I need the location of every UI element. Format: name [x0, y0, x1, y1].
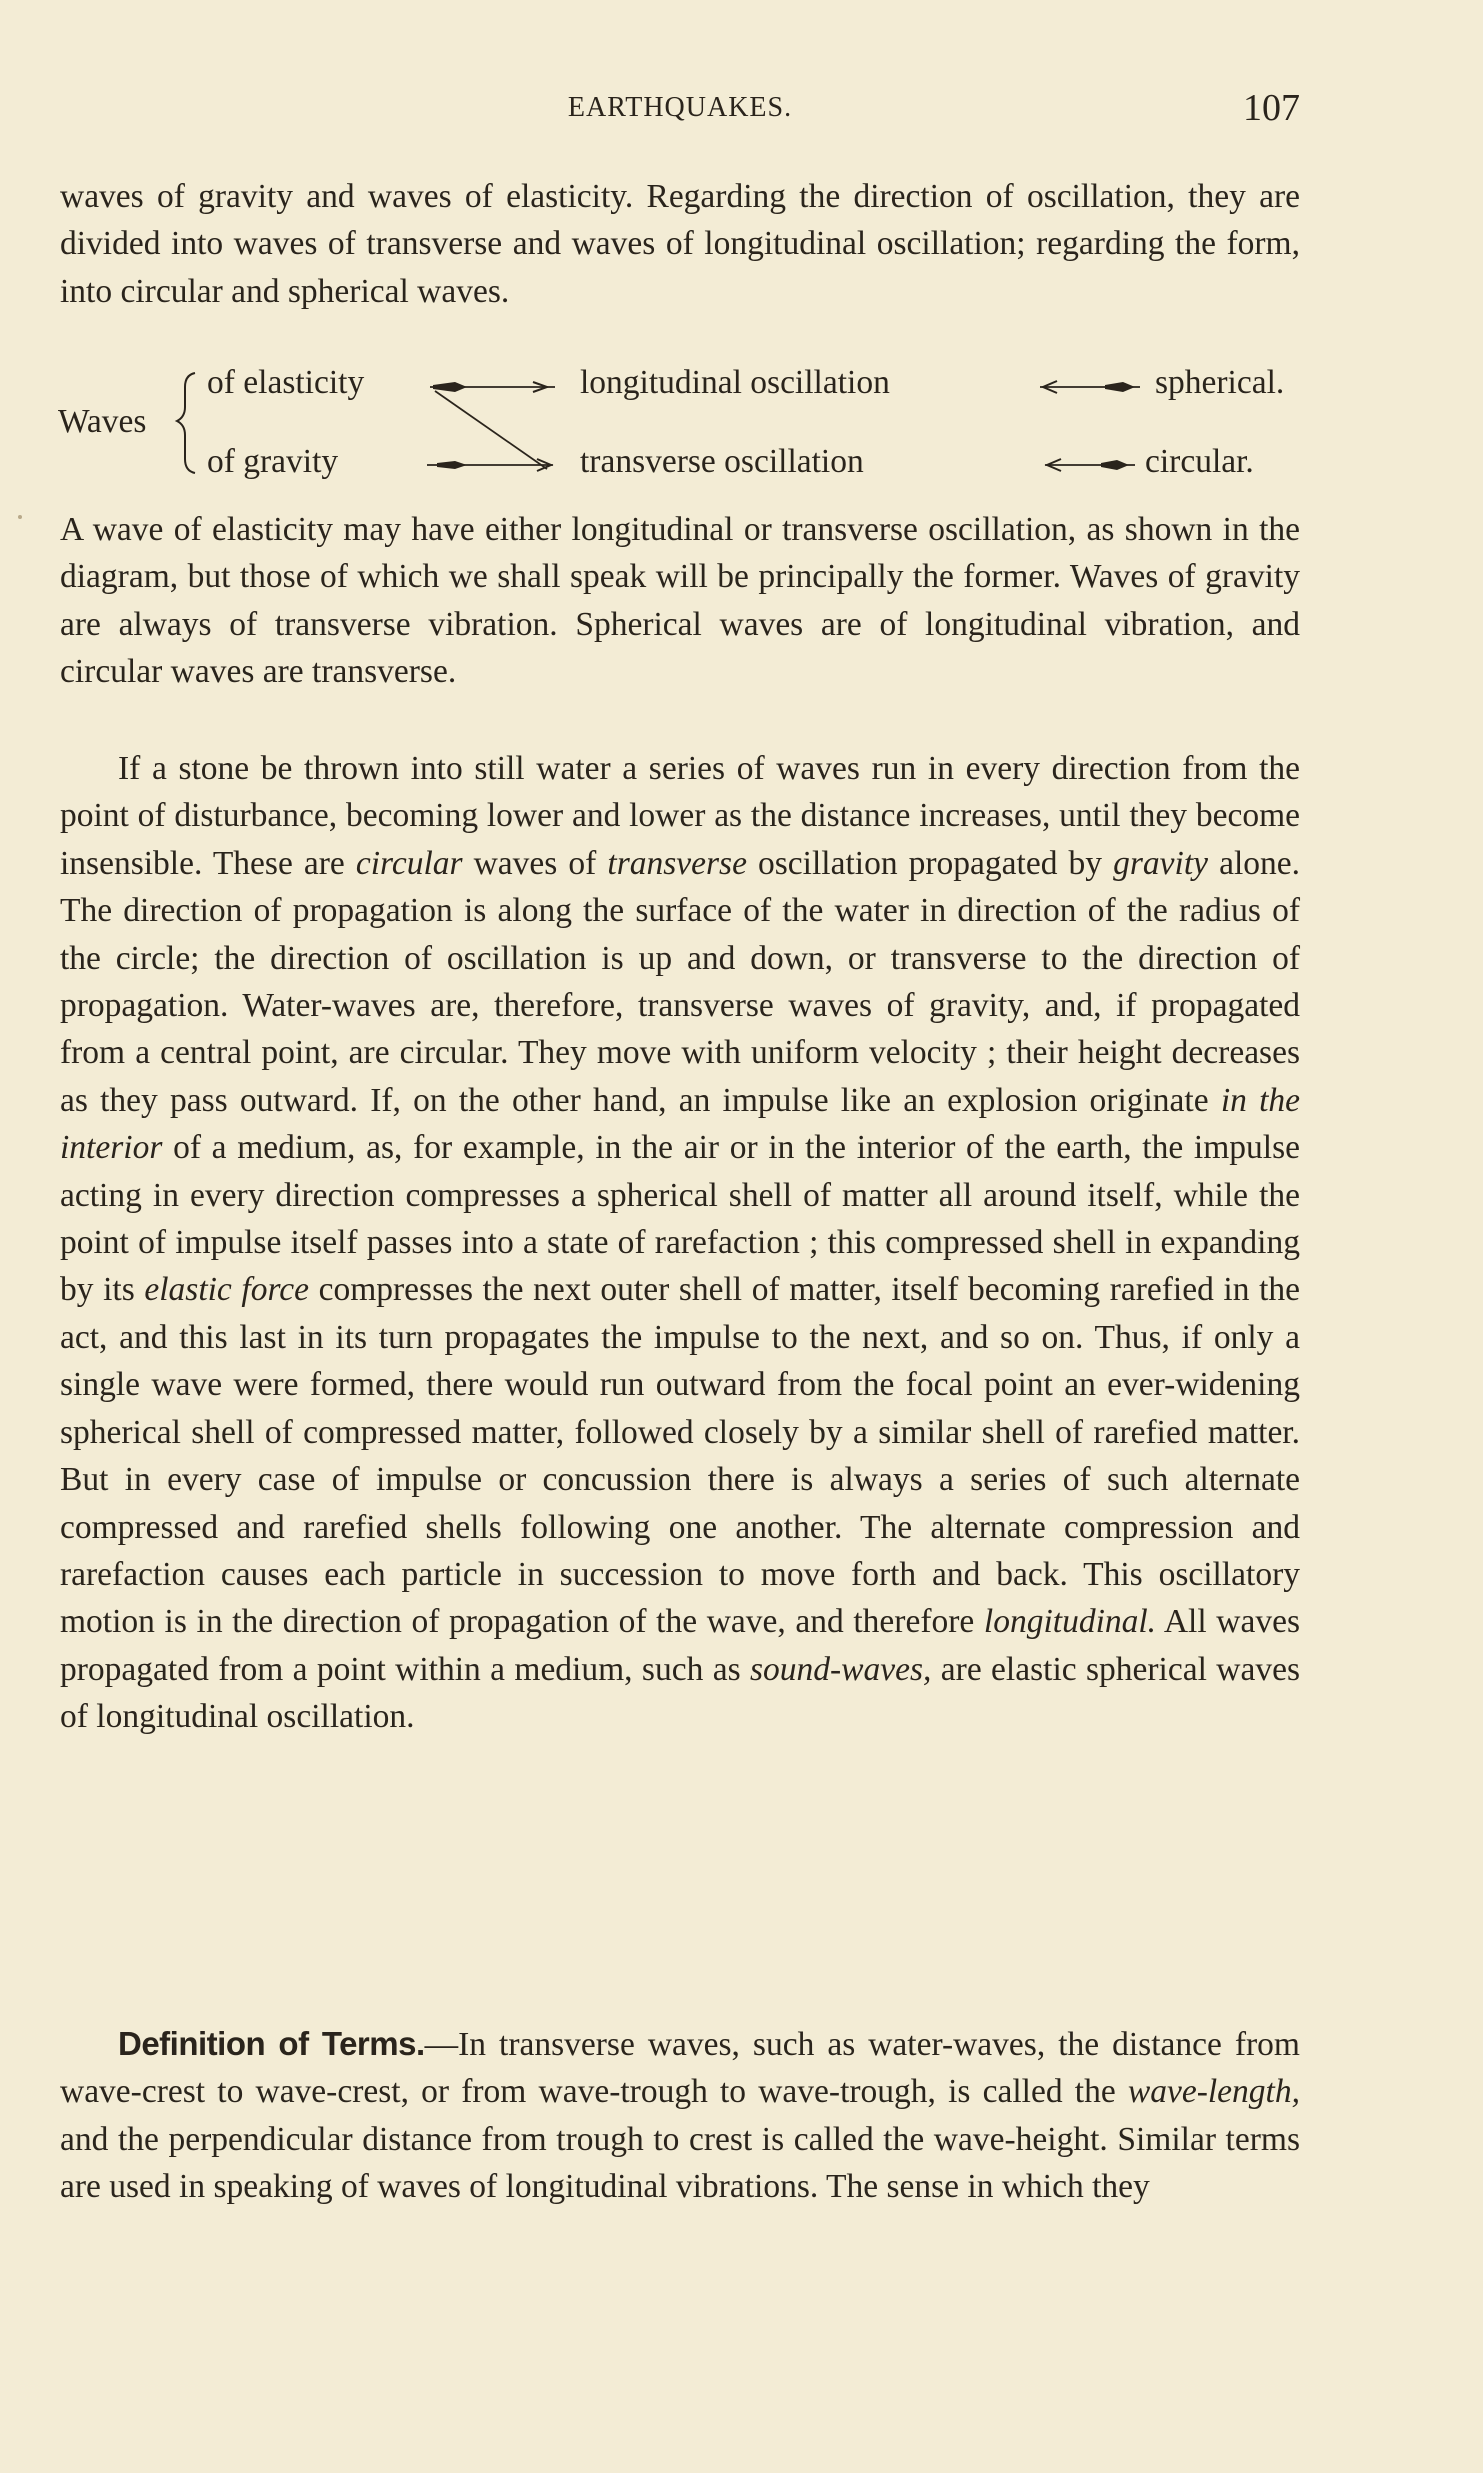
diagram-branch-gravity: of gravity	[207, 443, 339, 480]
p4-run-2: and the perpendicular distance from trough to crest is called the wave-height. Similar terms are used in speaking of waves of longitudinal vibrations. The sense in which they	[60, 2120, 1300, 2206]
page-speck	[18, 515, 22, 519]
paragraph-2-text: A wave of elasticity may have either longitudinal or transverse oscillation, as shown in the diagram, but those of which we shall speak will be principally the former. Waves of gravity are always of transverse vibration. Spherical waves are of longitudinal vibration, and circular waves are transverse.	[60, 511, 1300, 691]
p3-run-1: If a stone be thrown into still water a series of waves run in every direction from the point of disturbance, becoming lower and lower as the distance increases, until they become insensible. These are	[60, 750, 1300, 882]
p3-italic-gravity: gravity	[1113, 844, 1209, 882]
p3-italic-interior: in the interior	[60, 1081, 1301, 1167]
page-number: 107	[1243, 87, 1300, 129]
diagram-longitudinal: longitudinal oscillation	[580, 364, 890, 401]
paragraph-3	[60, 745, 1300, 1741]
p3-italic-elastic-force: elastic force	[144, 1271, 309, 1309]
diagram-branch-elasticity: of elasticity	[207, 364, 365, 401]
p3-italic-transverse: transverse	[607, 844, 747, 882]
p3-italic-longitudinal: longitudinal.	[983, 1603, 1157, 1641]
p3-italic-circular: circular	[355, 844, 463, 882]
diagram-spherical: spherical.	[1155, 364, 1285, 401]
p3-run-4: alone. The direction of propagation is along the surface of the water in direction of the radius of the circle; the direction of oscillation is up and down, or transverse to the direction of propagation. Water-waves are, therefore, transverse waves of gravity, and, if propagated from a central point, are circular. They move with uniform velocity ; their height decreases as they pass outward. If, on the other hand, an impulse like an explosion originate	[60, 844, 1301, 1119]
p4-italic-wave-length: wave-length,	[1127, 2073, 1300, 2111]
diagram-transverse: transverse oscillation	[580, 443, 864, 480]
wave-classification-diagram	[55, 355, 1315, 490]
p4-run-1: —In transverse waves, such as water-waves, the distance from wave-crest to wave-crest, or from wave-trough to wave-trough, is called the	[60, 2026, 1300, 2111]
paragraph-4	[60, 2020, 1300, 2211]
paragraph-1	[60, 173, 1300, 315]
paragraph-1-text: waves of gravity and waves of elasticity. Regarding the direction of oscillation, they are divided into waves of transverse and waves of longitudinal oscillation; regarding the form, into circular and spherical waves.	[60, 178, 1300, 310]
p3-italic-sound-waves: sound-waves,	[749, 1650, 932, 1688]
p3-run-2: waves of	[462, 844, 608, 882]
p3-run-3: oscillation propagated by	[746, 844, 1114, 882]
section-heading: Definition of Terms.	[118, 2025, 425, 2062]
running-title: EARTHQUAKES.	[567, 92, 793, 123]
paragraph-2	[60, 506, 1300, 696]
paragraph-3-text	[60, 745, 1300, 1741]
p3-run-7: All waves propagated from a point within a medium, such as	[60, 1603, 1300, 1688]
diagram-root-label: Waves	[58, 403, 147, 440]
p3-run-8: are elastic spherical waves of longitudinal oscillation.	[60, 1650, 1300, 1736]
diagram-circular: circular.	[1145, 443, 1254, 480]
p3-run-6: compresses the next outer shell of matter, itself becoming rarefied in the act, and this last in its turn propagates the impulse to the next, and so on. Thus, if only a single wave were formed, there would run outward from the focal point an ever-widening spherical shell of compressed matter, followed closely by a similar shell of rarefied matter. But in every case of impulse or concussion there is always a series of such alternate compressed and rarefied shells following one another. The alternate compression and rarefaction causes each particle in succession to move forth and back. This oscillatory motion is in the direction of propagation of the wave, and therefore	[60, 1271, 1301, 1641]
running-head	[60, 87, 1300, 132]
p3-run-5: of a medium, as, for example, in the air or in the interior of the earth, the impulse acting in every direction compresses a spherical shell of matter all around itself, while the point of impulse itself passes into a state of rarefaction ; this compressed shell in expanding by its	[60, 1129, 1300, 1309]
paragraph-4-text	[60, 2020, 1300, 2211]
